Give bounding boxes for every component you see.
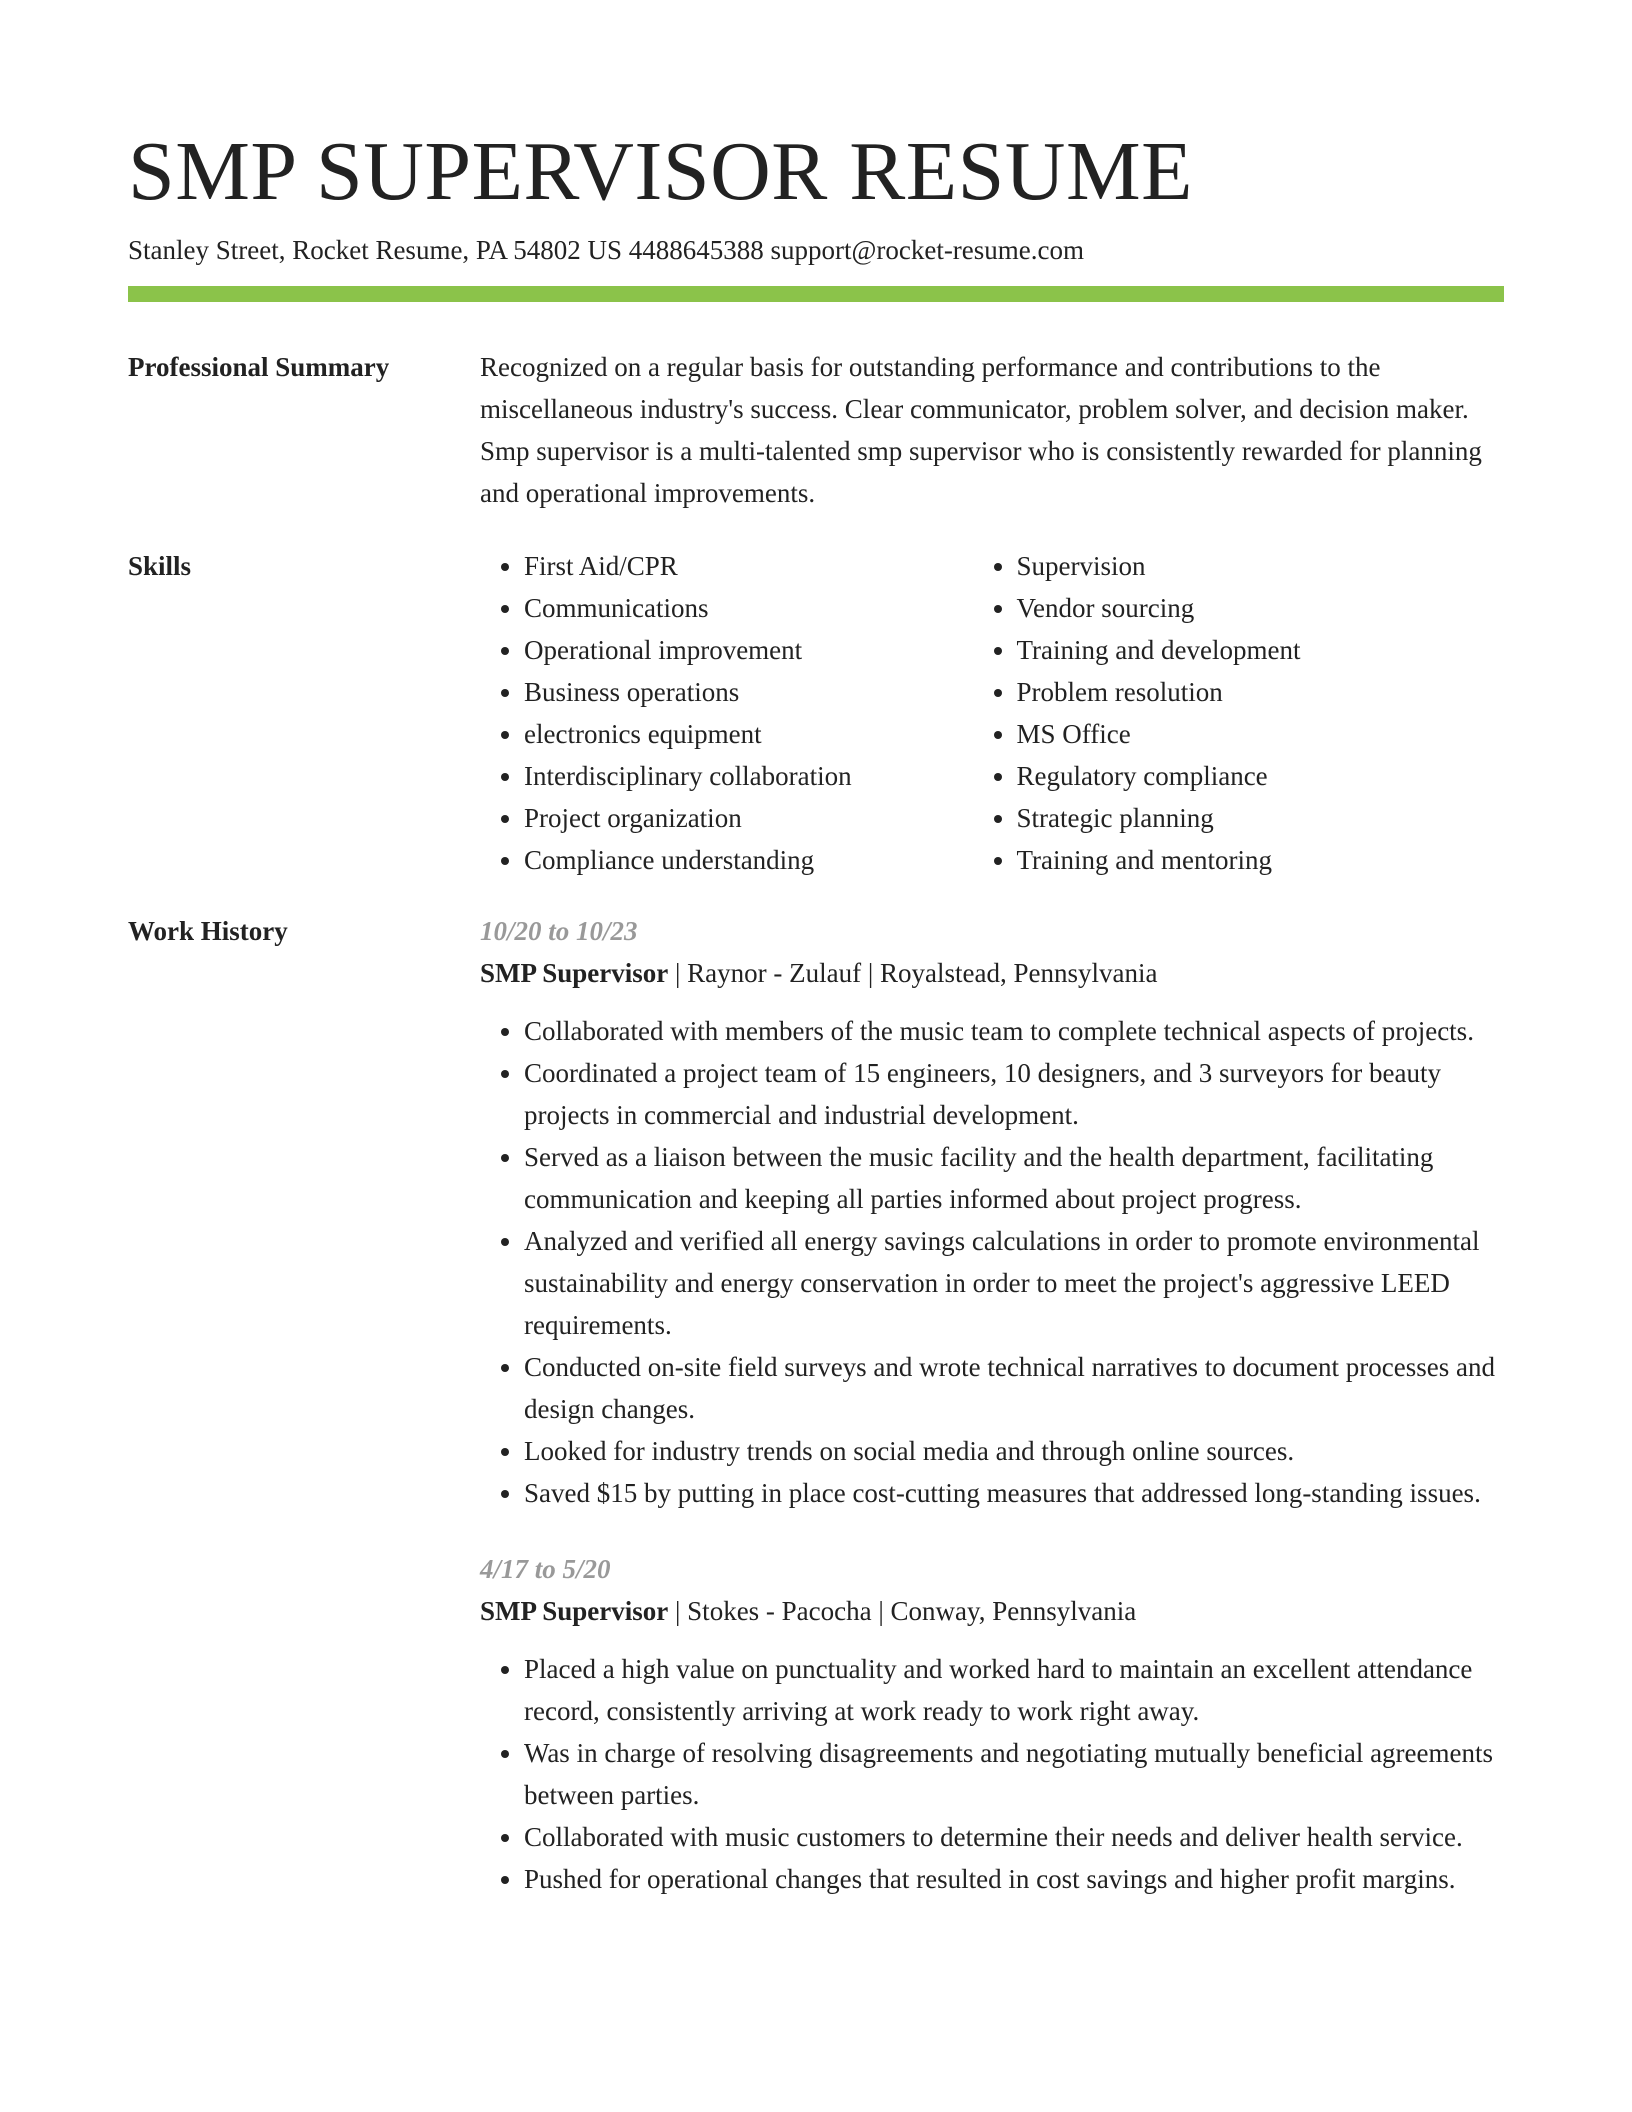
skill-item: • Operational improvement [524,629,973,671]
skill-item: • Vendor sourcing [1017,587,1505,629]
job-details: | Stokes - Pacocha | Conway, Pennsylvania [668,1596,1137,1626]
job-bullet: • Was in charge of resolving disagreements and negotiating mutually beneficial agreements between parties. [524,1732,1504,1816]
job-bullets [480,1010,1504,1514]
header-divider [128,286,1504,302]
job-bullet: • Looked for industry trends on social media and through online sources. [524,1430,1504,1472]
skills-section [128,545,1504,885]
job-entry [480,1548,1504,1900]
job-bullet: • Collaborated with music customers to determine their needs and deliver health service. [524,1816,1504,1858]
work-history-label: Work History [128,916,288,946]
skill-item: • Project organization [524,797,973,839]
contact-line: Stanley Street, Rocket Resume, PA 54802 US 4488645388 support@rocket-resume.com [128,235,1085,265]
job-bullet: • Placed a high value on punctuality and worked hard to maintain an excellent attendance record, consistently arriving at work ready to work right away. [524,1648,1504,1732]
skill-item: • Training and development [1017,629,1505,671]
job-details: | Raynor - Zulauf | Royalstead, Pennsylvania [668,958,1158,988]
job-title: SMP Supervisor [480,958,669,988]
job-bullet: • Analyzed and verified all energy savings calculations in order to promote environmental sustainability and energy conservation in order to meet the project's aggressive LEED requirements. [524,1220,1504,1346]
skill-item: • Problem resolution [1017,671,1505,713]
skills-list-right [973,545,1505,881]
skill-item: • Strategic planning [1017,797,1505,839]
skills-body [480,545,1504,881]
job-bullet: • Coordinated a project team of 15 engineers, 10 designers, and 3 surveyors for beauty projects in commercial and industrial development. [524,1052,1504,1136]
skill-item: • Compliance understanding [524,839,973,881]
job-bullets [480,1648,1504,1900]
summary-section [128,346,1504,526]
job-bullet: • Served as a liaison between the music facility and the health department, facilitating communication and keeping all parties informed about project progress. [524,1136,1504,1220]
job-entry [480,910,1504,1514]
skills-list-left [480,545,973,881]
skill-item: • Business operations [524,671,973,713]
job-bullet: • Collaborated with members of the music team to complete technical aspects of projects. [524,1010,1504,1052]
skill-item: • Supervision [1017,545,1505,587]
summary-text: Recognized on a regular basis for outstanding performance and contributions to the miscellaneous industry's success. Clear communicator, problem solver, and decision maker. Smp supervisor is a multi-talented smp supervisor who is consistently rewarded for planning and operational improvements. [480,352,1482,508]
job-heading [480,1590,1504,1632]
skill-item: • Training and mentoring [1017,839,1505,881]
summary-body [480,346,1504,514]
job-heading [480,952,1504,994]
job-dates: 4/17 to 5/20 [480,1554,611,1584]
skill-item: • Regulatory compliance [1017,755,1505,797]
skill-item: • Interdisciplinary collaboration [524,755,973,797]
skill-item: • First Aid/CPR [524,545,973,587]
job-bullet: • Pushed for operational changes that resulted in cost savings and higher profit margins. [524,1858,1504,1900]
skill-item: • electronics equipment [524,713,973,755]
skill-item: • MS Office [1017,713,1505,755]
summary-label: Professional Summary [128,352,390,382]
job-title: SMP Supervisor [480,1596,669,1626]
job-bullet: • Conducted on-site field surveys and wrote technical narratives to document processes and design changes. [524,1346,1504,1430]
job-dates: 10/20 to 10/23 [480,916,638,946]
skill-item: • Communications [524,587,973,629]
work-history-body [480,910,1504,1934]
skills-label: Skills [128,551,192,581]
resume-title: SMP SUPERVISOR RESUME [128,125,1193,218]
job-bullet: • Saved $15 by putting in place cost-cutting measures that addressed long-standing issues. [524,1472,1504,1514]
work-history-section [128,910,1504,2050]
